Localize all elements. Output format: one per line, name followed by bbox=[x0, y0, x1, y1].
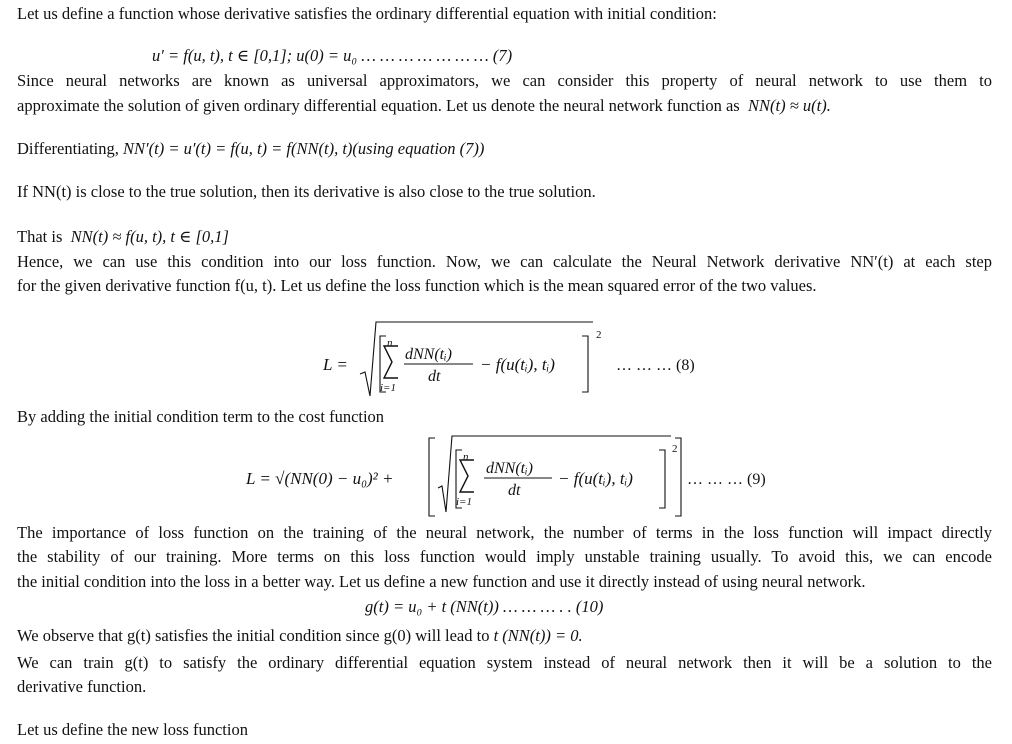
text-line bbox=[17, 225, 229, 249]
equation-10 bbox=[365, 595, 603, 619]
text-line: If NN(t) is close to the true solution, then its derivative is also close to the true solution. bbox=[17, 182, 596, 201]
eq8-sum-top: n bbox=[387, 337, 393, 349]
eq9-lhs: L = √(NN(0) − u₀)² + bbox=[246, 469, 394, 488]
eq9-term: − f(u(tᵢ), tᵢ) bbox=[558, 469, 633, 488]
inline-math: NN(t) ≈ u(t). bbox=[747, 96, 831, 115]
eq9-sigma bbox=[460, 460, 474, 492]
eq8-bracket-right bbox=[582, 336, 588, 392]
eq8-numerator: dNN(tᵢ) bbox=[405, 346, 452, 363]
text-span: That is bbox=[17, 227, 63, 246]
text-span: We observe that g(t) satisfies the initial condition since g(0) will lead to bbox=[17, 626, 490, 645]
eq8-sum-bottom: i=1 bbox=[380, 382, 396, 394]
eq9-denominator: dt bbox=[508, 482, 521, 499]
text-line: Since neural networks are known as universal approximators, we can consider this property of neural network to use them to bbox=[17, 71, 992, 90]
text-span: approximate the solution of given ordinary differential equation. Let us denote the neural network function as bbox=[17, 96, 740, 115]
eq8-sigma bbox=[384, 346, 398, 378]
text-line: derivative function. bbox=[17, 677, 147, 696]
equation-7 bbox=[152, 44, 512, 68]
equation-8 bbox=[320, 318, 695, 403]
text-line: We can train g(t) to satisfy the ordinary differential equation system instead of neural network then it will be a solution to the bbox=[17, 653, 992, 672]
inline-math: NN′(t) = u′(t) = f(u, t) = f(NN(t), t)(using equation (7)) bbox=[123, 139, 485, 158]
text-line: Hence, we can use this condition into our loss function. Now, we can calculate the Neural Network derivative NN′(t) at each step bbox=[17, 252, 992, 271]
eq9-sum-top: n bbox=[463, 451, 469, 463]
eq8-denominator: dt bbox=[428, 368, 441, 385]
text-line: for the given derivative function f(u, t). Let us define the loss function which is the mean squared error of the two values. bbox=[17, 276, 817, 295]
text-line bbox=[17, 624, 583, 648]
equation-10-text: g(t) = u₀ + t (NN(t)) … … … . . (10) bbox=[365, 597, 604, 616]
eq9-exponent: 2 bbox=[672, 443, 678, 455]
eq8-lhs: L = bbox=[323, 355, 348, 374]
text-line: Let us define the new loss function bbox=[17, 720, 248, 739]
eq8-exponent: 2 bbox=[596, 329, 602, 341]
text-line: The importance of loss function on the training of the neural network, the number of terms in the loss function will impact directly bbox=[17, 523, 992, 542]
equation-9 bbox=[246, 432, 776, 520]
eq8-term: − f(u(tᵢ), tᵢ) bbox=[480, 355, 555, 374]
eq9-numerator: dNN(tᵢ) bbox=[486, 460, 533, 477]
text-line: Let us define a function whose derivative satisfies the ordinary differential equation with initial condition: bbox=[17, 4, 717, 23]
eq9-radical bbox=[438, 436, 671, 512]
inline-math: t (NN(t)) = 0. bbox=[493, 626, 583, 645]
eq8-tag: … … … (8) bbox=[616, 357, 695, 374]
eq9-bracket-left bbox=[429, 438, 435, 516]
text-line: the initial condition into the loss in a better way. Let us define a new function and use it directly instead of using neural network. bbox=[17, 572, 866, 591]
text-span: Differentiating, bbox=[17, 139, 119, 158]
text-line bbox=[17, 94, 831, 118]
text-line bbox=[17, 137, 484, 161]
equation-7-text: u′ = f(u, t), t ∈ [0,1]; u(0) = u₀ … … … … … … … (7) bbox=[152, 46, 513, 65]
eq9-sum-bottom: i=1 bbox=[456, 496, 472, 508]
text-line: the stability of our training. More terms on this loss function would imply unstable training usually. To avoid this, we can encode bbox=[17, 547, 992, 566]
text-line: By adding the initial condition term to the cost function bbox=[17, 407, 385, 426]
eq9-tag: … … … (9) bbox=[687, 471, 766, 488]
eq9-inner-bracket-right bbox=[659, 450, 665, 508]
inline-math: NN(t) ≈ f(u, t), t ∈ [0,1] bbox=[70, 227, 229, 246]
